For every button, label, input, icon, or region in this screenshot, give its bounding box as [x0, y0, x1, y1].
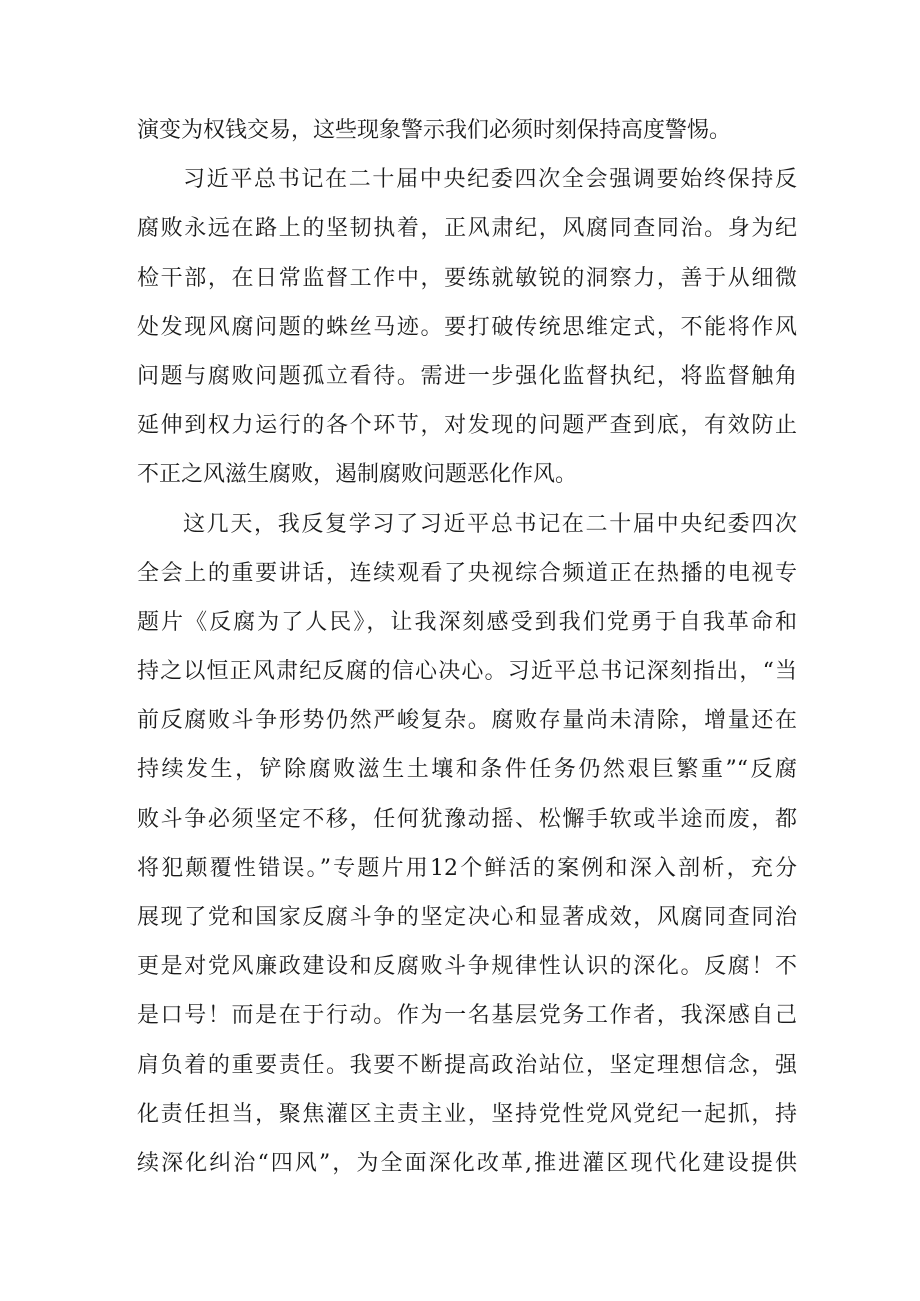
- text-line: 将犯颠覆性错误。”专题片用12个鲜活的案例和深入剖析，充分: [137, 855, 797, 881]
- text-line: 检干部，在日常监督工作中，要练就敏锐的洞察力，善于从细微: [137, 265, 797, 291]
- text-line: 持续发生，铲除腐败滋生土壤和条件任务仍然艰巨繁重”“反腐: [137, 757, 797, 783]
- text-line: 展现了党和国家反腐斗争的坚定决心和显著成效，风腐同查同治: [137, 905, 797, 930]
- text-line: 腐败永远在路上的坚韧执着，正风肃纪，风腐同查同治。身为纪: [137, 216, 797, 242]
- text-line: 问题与腐败问题孤立看待。需进一步强化监督执纪，将监督触角: [137, 363, 797, 389]
- text-line: 处发现风腐问题的蛛丝马迹。要打破传统思维定式，不能将作风: [137, 314, 797, 340]
- text-line: 不正之风滋生腐败，遏制腐败问题恶化作风。: [137, 462, 578, 488]
- text-line: 习近平总书记在二十届中央纪委四次全会强调要始终保持反: [183, 167, 797, 193]
- text-line: 是口号！而是在于行动。作为一名基层党务工作者，我深感自己: [137, 1003, 797, 1029]
- text-line: 这几天，我反复学习了习近平总书记在二十届中央纪委四次: [183, 511, 797, 537]
- text-line: 败斗争必须坚定不移，任何犹豫动摇、松懈手软或半途而废，都: [137, 806, 797, 832]
- paragraph: [137, 500, 797, 1189]
- text-line: 续深化纠治“四风”，为全面深化改革,推进灌区现代化建设提供: [137, 1150, 797, 1176]
- text-line: 演变为权钱交易，这些现象警示我们必须时刻保持高度警惕。: [137, 118, 732, 143]
- paragraph: [137, 155, 797, 499]
- paragraph: [137, 106, 797, 155]
- text-line: 延伸到权力运行的各个环节，对发现的问题严查到底，有效防止: [137, 413, 797, 439]
- text-line: 前反腐败斗争形势仍然严峻复杂。腐败存量尚未清除，增量还在: [137, 708, 797, 734]
- text-line: 更是对党风廉政建设和反腐败斗争规律性认识的深化。反腐！不: [137, 954, 797, 980]
- text-line: 全会上的重要讲话，连续观看了央视综合频道正在热播的电视专: [137, 560, 797, 586]
- text-line: 肩负着的重要责任。我要不断提高政治站位，坚定理想信念，强: [137, 1052, 797, 1078]
- text-line: 化责任担当，聚焦灌区主责主业，坚持党性党风党纪一起抓，持: [137, 1101, 797, 1127]
- text-line: 题片《反腐为了人民》，让我深刻感受到我们党勇于自我革命和: [137, 609, 797, 635]
- text-line: 持之以恒正风肃纪反腐的信心决心。习近平总书记深刻指出，“当: [137, 659, 797, 685]
- document-body: [137, 106, 797, 1188]
